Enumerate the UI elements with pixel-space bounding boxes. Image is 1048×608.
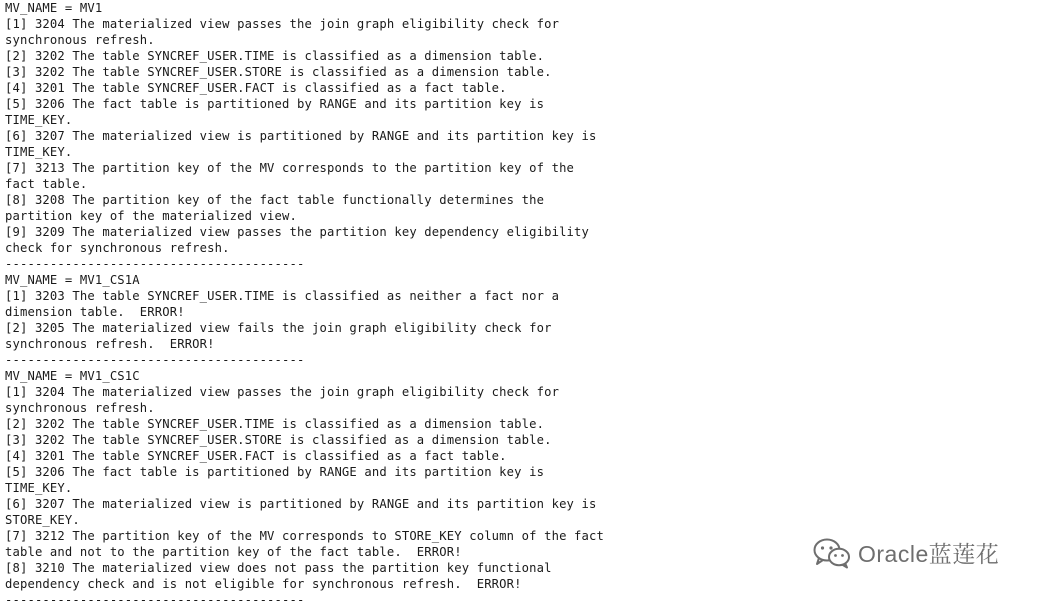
- separator-line: ----------------------------------------: [5, 353, 305, 367]
- output-line: partition key of the materialized view.: [5, 209, 298, 223]
- output-line: MV_NAME = MV1_CS1C: [5, 369, 140, 383]
- wechat-icon: [812, 537, 852, 569]
- output-line: STORE_KEY.: [5, 513, 80, 527]
- output-line: [7] 3213 The partition key of the MV corresponds to the partition key of the: [5, 161, 575, 175]
- output-line: [1] 3204 The materialized view passes the join graph eligibility check for: [5, 17, 560, 31]
- output-line: TIME_KEY.: [5, 145, 73, 159]
- output-line: MV_NAME = MV1: [5, 1, 103, 15]
- output-line: [2] 3205 The materialized view fails the join graph eligibility check for: [5, 321, 552, 335]
- output-line: synchronous refresh.: [5, 401, 155, 415]
- output-line: synchronous refresh.: [5, 33, 155, 47]
- output-line: [7] 3212 The partition key of the MV corresponds to STORE_KEY column of the fact: [5, 529, 604, 543]
- output-line: fact table.: [5, 177, 88, 191]
- output-line: MV_NAME = MV1_CS1A: [5, 273, 140, 287]
- output-line: [6] 3207 The materialized view is partitioned by RANGE and its partition key is: [5, 129, 597, 143]
- separator-line: ----------------------------------------: [5, 257, 305, 271]
- output-line: [8] 3210 The materialized view does not pass the partition key functional: [5, 561, 552, 575]
- output-line: [5] 3206 The fact table is partitioned by RANGE and its partition key is: [5, 465, 545, 479]
- output-line: [2] 3202 The table SYNCREF_USER.TIME is classified as a dimension table.: [5, 49, 545, 63]
- output-line: dependency check and is not eligible for synchronous refresh. ERROR!: [5, 577, 522, 591]
- output-line: [4] 3201 The table SYNCREF_USER.FACT is classified as a fact table.: [5, 449, 507, 463]
- output-line: [3] 3202 The table SYNCREF_USER.STORE is classified as a dimension table.: [5, 65, 552, 79]
- output-line: [2] 3202 The table SYNCREF_USER.TIME is classified as a dimension table.: [5, 417, 545, 431]
- watermark-text: Oracle蓝莲花: [858, 541, 1000, 567]
- output-line: [6] 3207 The materialized view is partitioned by RANGE and its partition key is: [5, 497, 597, 511]
- output-line: [8] 3208 The partition key of the fact table functionally determines the: [5, 193, 545, 207]
- output-line: [3] 3202 The table SYNCREF_USER.STORE is classified as a dimension table.: [5, 433, 552, 447]
- output-line: synchronous refresh. ERROR!: [5, 337, 215, 351]
- output-line: [9] 3209 The materialized view passes the partition key dependency eligibility: [5, 225, 590, 239]
- output-line: TIME_KEY.: [5, 113, 73, 127]
- watermark: [812, 536, 999, 569]
- output-line: check for synchronous refresh.: [5, 241, 230, 255]
- output-line: [5] 3206 The fact table is partitioned by RANGE and its partition key is: [5, 97, 545, 111]
- separator-line: ----------------------------------------: [5, 593, 305, 607]
- output-line: TIME_KEY.: [5, 481, 73, 495]
- output-line: [4] 3201 The table SYNCREF_USER.FACT is classified as a fact table.: [5, 81, 507, 95]
- output-line: [1] 3203 The table SYNCREF_USER.TIME is classified as neither a fact nor a: [5, 289, 560, 303]
- output-line: [1] 3204 The materialized view passes the join graph eligibility check for: [5, 385, 560, 399]
- output-line: table and not to the partition key of the fact table. ERROR!: [5, 545, 462, 559]
- output-line: dimension table. ERROR!: [5, 305, 185, 319]
- console-output: [5, 0, 1045, 608]
